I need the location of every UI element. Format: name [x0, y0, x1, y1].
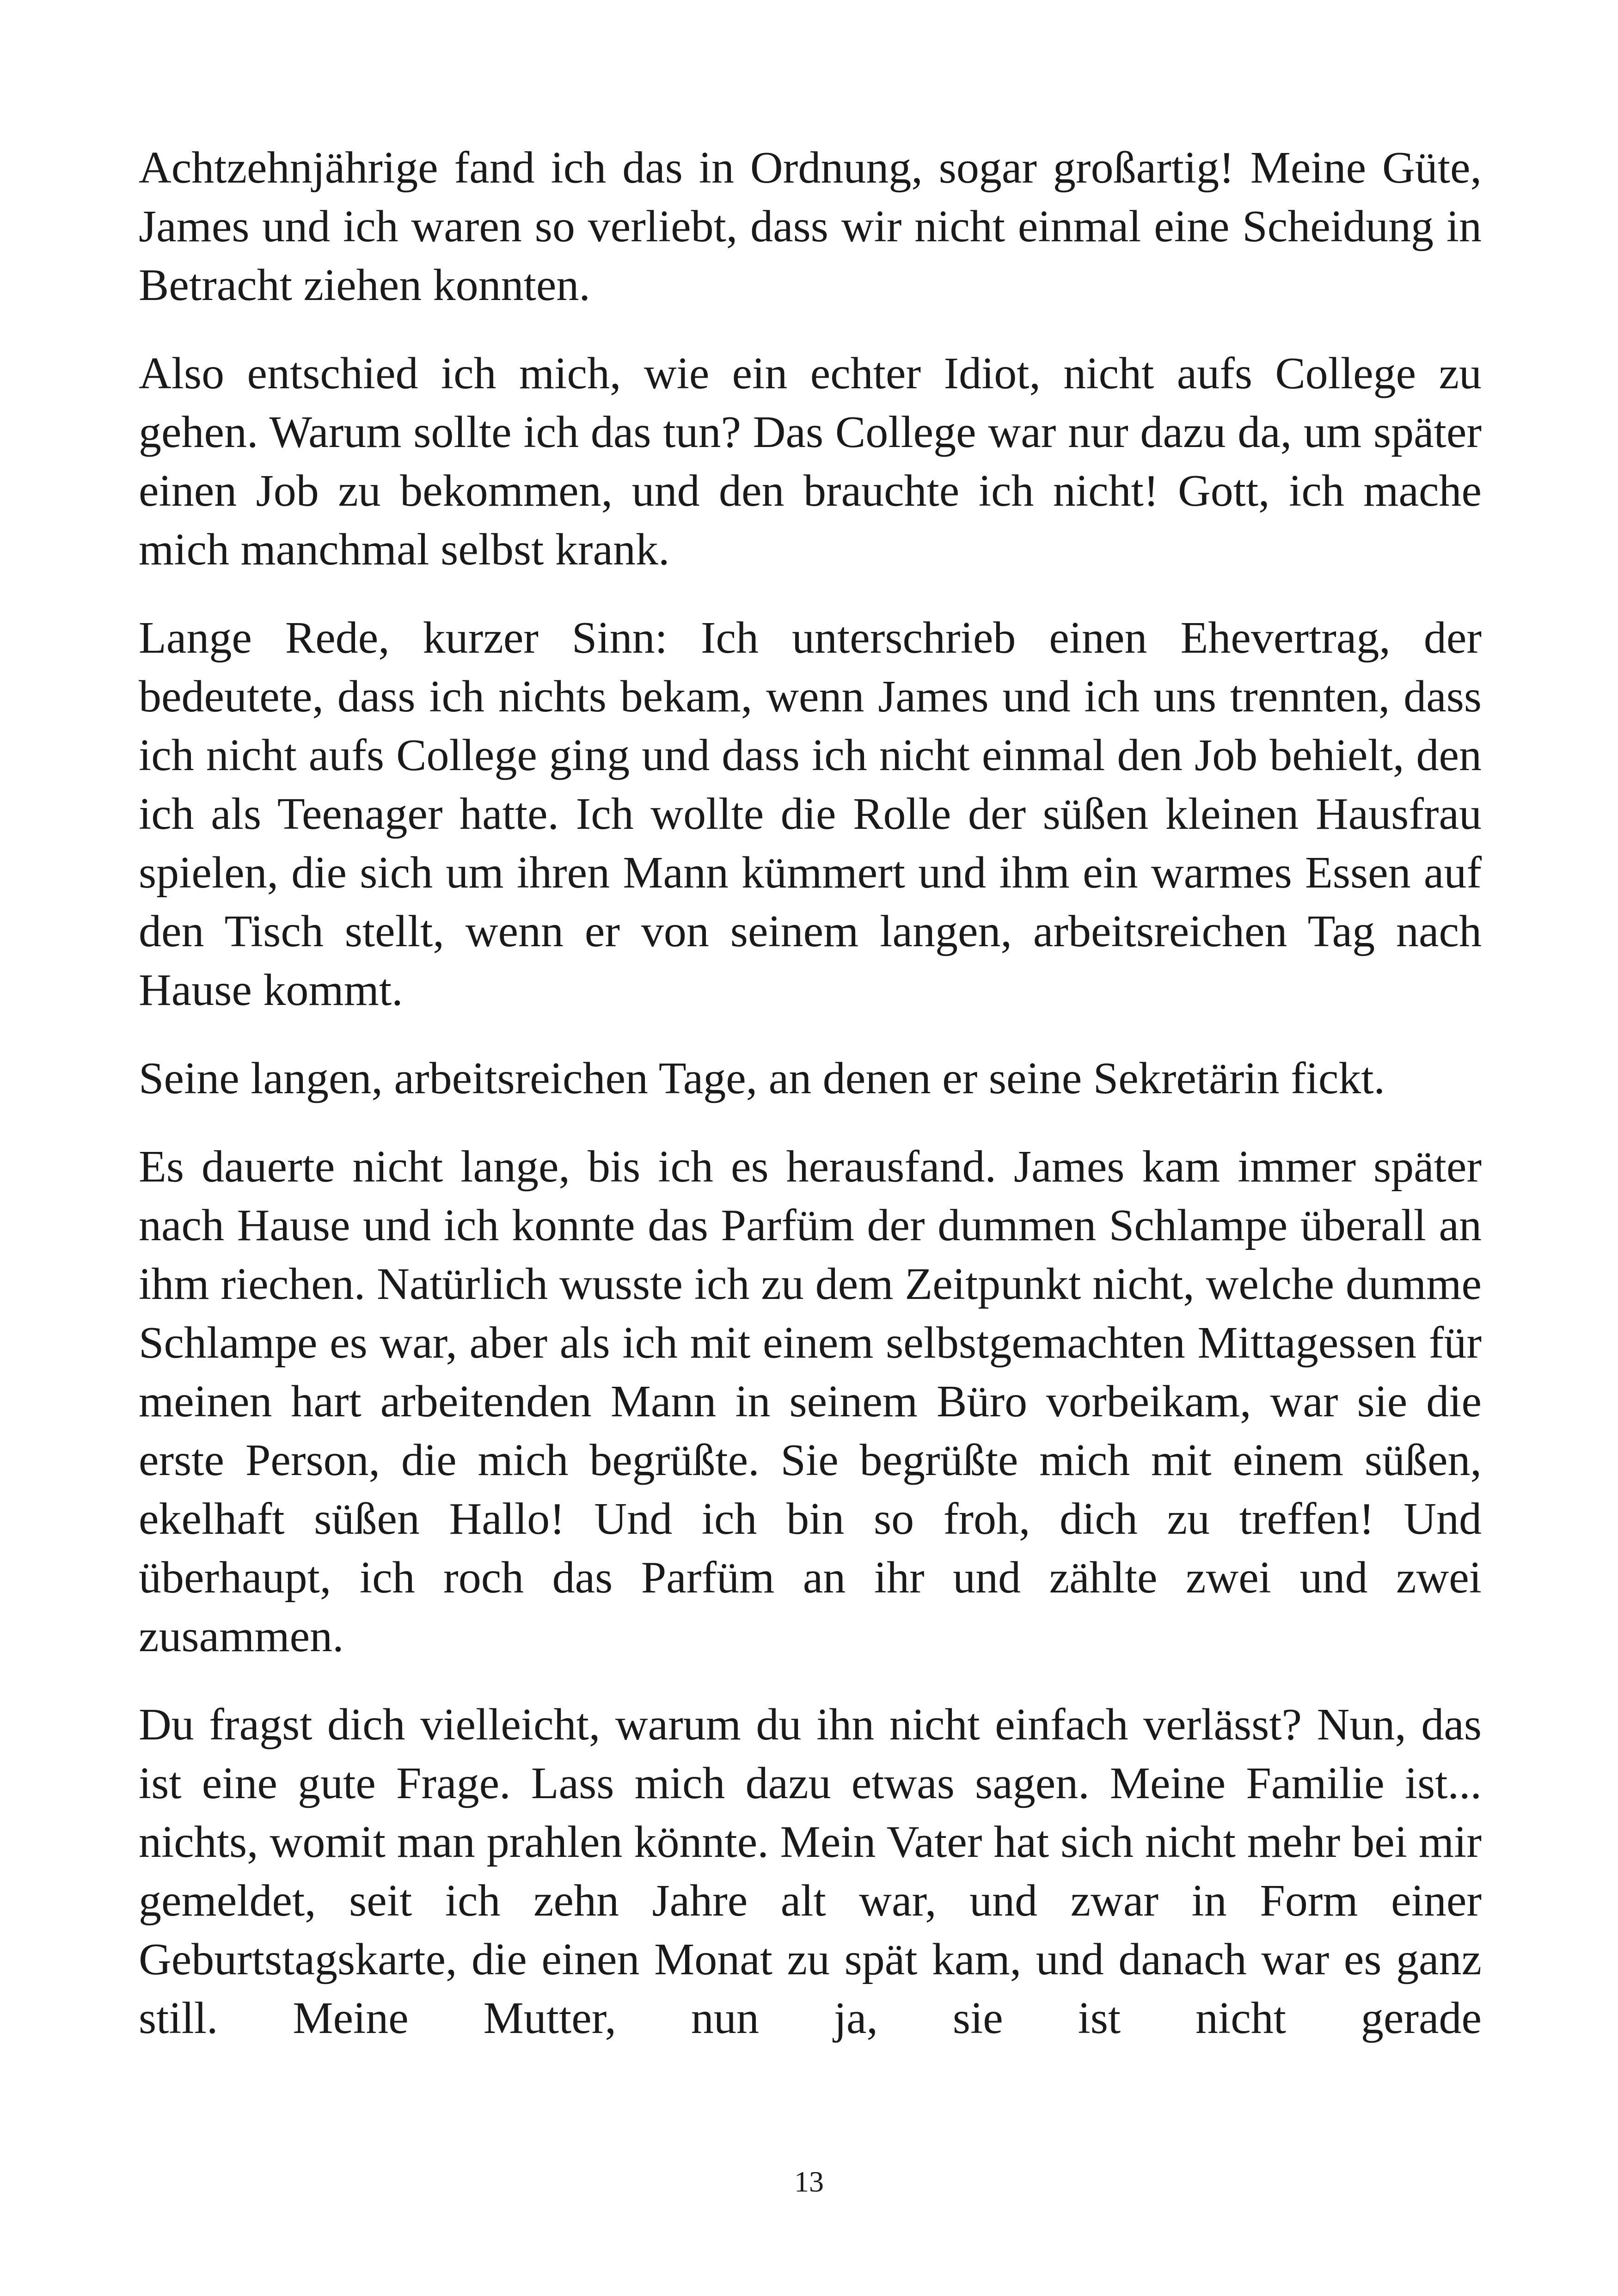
paragraph-5: Es dauerte nicht lange, bis ich es herausfand. James kam immer später nach Hause und ich konnte das Parfüm der dummen Schlampe überall an ihm riechen. Natürlich wusste ich zu dem Zeitpunkt nicht, welche dumme Schlampe es war, aber als ich mit einem selbstgemachten Mittagessen für meinen hart arbeitenden Mann in seinem Büro vorbeikam, war sie die erste Person, die mich begrüßte. Sie begrüßte mich mit einem süßen, ekelhaft süßen Hallo! Und ich bin so froh, dich zu treffen! Und überhaupt, ich roch das Parfüm an ihr und zählte zwei und zwei zusammen. [139, 1142, 1482, 1661]
paragraph-6: Du fragst dich vielleicht, warum du ihn nicht einfach verlässt? Nun, das ist eine gute Frage. Lass mich dazu etwas sagen. Meine Familie ist... nichts, womit man prahlen könnte. Mein Vater hat sich nicht mehr bei mir gemeldet, seit ich zehn Jahre alt war, und zwar in Form einer Geburtstagskarte, die einen Monat zu spät kam, und danach war es ganz still. Meine Mutter, nun ja, sie ist nicht gerade [139, 1700, 1482, 2043]
paragraph-1: Achtzehnjährige fand ich das in Ordnung, sogar großartig! Meine Güte, James und ich waren so verliebt, dass wir nicht einmal eine Scheidung in Betracht ziehen konnten. [139, 143, 1482, 310]
paragraph-4: Seine langen, arbeitsreichen Tage, an denen er seine Sekretärin fickt. [139, 1053, 1385, 1103]
page-number: 13 [794, 2165, 824, 2198]
paragraph-3: Lange Rede, kurzer Sinn: Ich unterschrieb einen Ehevertrag, der bedeutete, dass ich nichts bekam, wenn James und ich uns trennten, dass ich nicht aufs College ging und dass ich nicht einmal den Job behielt, den ich als Teenager hatte. Ich wollte die Rolle der süßen kleinen Hausfrau spielen, die sich um ihren Mann kümmert und ihm ein warmes Essen auf den Tisch stellt, wenn er von seinem langen, arbeitsreichen Tag nach Hause kommt. [139, 613, 1482, 1015]
body-text [139, 139, 1482, 2048]
paragraph-2: Also entschied ich mich, wie ein echter Idiot, nicht aufs College zu gehen. Warum sollte ich das tun? Das College war nur dazu da, um später einen Job zu bekommen, und den brauchte ich nicht! Gott, ich mache mich manchmal selbst krank. [139, 349, 1482, 575]
